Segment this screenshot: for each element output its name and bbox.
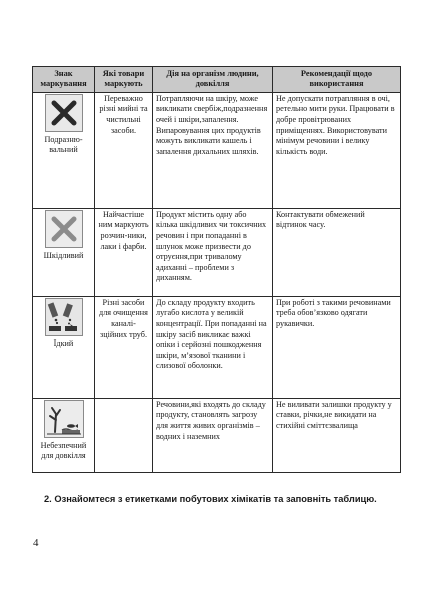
goods-cell: Переважно різні мийні та чистильні засоби. [95, 92, 153, 208]
goods-cell: Найчастіше ним маркують розчин-ники, лаки і фарби. [95, 208, 153, 296]
advice-cell: При роботі з такими речовинами треба обов’язково одягати рукавички. [273, 296, 401, 398]
sign-name: Небезпечний для довкілля [40, 440, 87, 460]
harmful-x-icon [45, 94, 83, 132]
effect-cell: Речовини,які входять до складу продукту, становлять загрозу для життя живих організмів – водних і наземних [153, 398, 273, 472]
table-header-row [33, 67, 401, 93]
effect-cell: Продукт містить одну або кілька шкідливих чи токсичних речовин і при попаданні в шлунок може призвести до отруєння,при тривалому адиханні – проблеми з диханням. [153, 208, 273, 296]
sign-name: Подразню-вальний [44, 134, 83, 154]
sign-cell [33, 208, 95, 296]
table-row [33, 398, 401, 472]
goods-cell: Різні засоби для очищення каналі-зційних труб. [95, 296, 153, 398]
sign-cell [33, 92, 95, 208]
hazard-labels-table [32, 66, 401, 473]
header-effect: Дія на організм людини, довкілля [153, 67, 273, 93]
environment-hazard-icon [44, 400, 84, 438]
advice-cell: Контактувати обмежений відтинок часу. [273, 208, 401, 296]
corrosive-icon [45, 298, 83, 336]
page-number: 4 [33, 537, 39, 549]
table-row [33, 208, 401, 296]
sign-name: Шкідливий [43, 250, 84, 260]
sign-cell [33, 296, 95, 398]
table-row [33, 296, 401, 398]
sign-name: Їдкий [53, 338, 74, 348]
task-instruction: 2. Ознайомтеся з етикетками побутових хімікатів та заповніть таблицю. [44, 494, 377, 504]
header-sign: Знак маркування [33, 67, 95, 93]
header-advice: Рекомендації щодо використання [273, 67, 401, 93]
header-goods: Які товари маркують [95, 67, 153, 93]
effect-cell: Потрапляючи на шкіру, може викликати свербіж,подразнення очей і шкіри,запалення. Випаровування цих продуктів можуть викликати кашель і запалення дихальних шляхів. [153, 92, 273, 208]
table-row [33, 92, 401, 208]
sign-cell [33, 398, 95, 472]
goods-cell [95, 398, 153, 472]
effect-cell: До складу продукту входить лугабо кислота у великій концентрації. При попаданні на шкіру засіб викликає важкі опіки і серйозні пошкодження шкіри, м’язової тканини і слизової оболонки. [153, 296, 273, 398]
advice-cell: Не допускати потрапляння в очі, ретельно мити руки. Працювати в добре провітрюваних приміщеннях. Використовувати мінімум речовини і велику кількість води. [273, 92, 401, 208]
toxic-x-icon [45, 210, 83, 248]
advice-cell: Не виливати залишки продукту у ставки, річки,не викидати на стихійні сміттєзвалища [273, 398, 401, 472]
